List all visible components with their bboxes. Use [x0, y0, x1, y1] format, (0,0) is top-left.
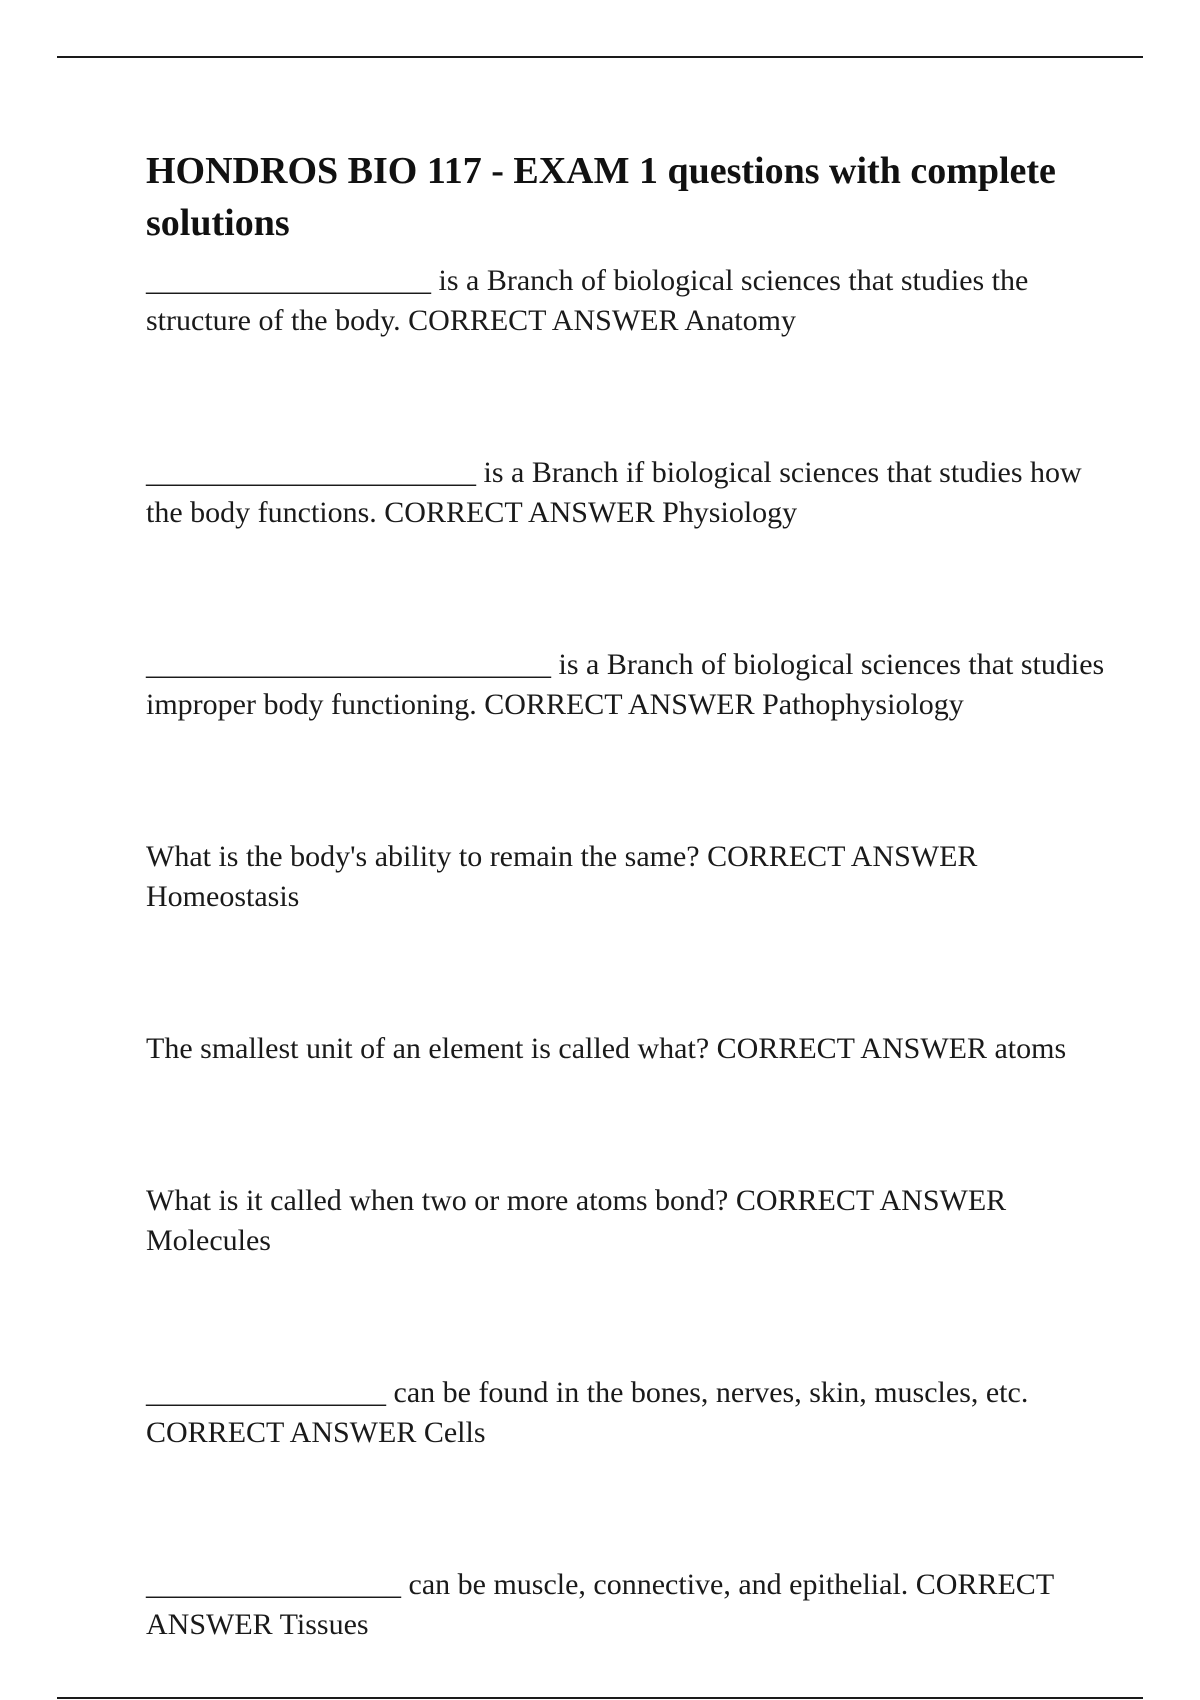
question-item: ___________________ is a Branch of biological sciences that studies the structure of the body. CORRECT ANSWER Anatomy [146, 264, 1036, 337]
question-list [146, 261, 1112, 1645]
bottom-rule [57, 1697, 1143, 1699]
question-item: The smallest unit of an element is called what? CORRECT ANSWER atoms [146, 1032, 1067, 1065]
question-item: ______________________ is a Branch if biological sciences that studies how the body functions. CORRECT ANSWER Physiology [146, 456, 1090, 529]
top-rule [57, 56, 1143, 58]
document-content [146, 145, 1112, 1645]
question-item: What is the body's ability to remain the same? CORRECT ANSWER Homeostasis [146, 840, 985, 913]
question-item: ________________ can be found in the bones, nerves, skin, muscles, etc. CORRECT ANSWER Cells [146, 1376, 1036, 1449]
page-title: HONDROS BIO 117 - EXAM 1 questions with complete solutions [146, 150, 1056, 244]
question-item: _________________ can be muscle, connective, and epithelial. CORRECT ANSWER Tissues [146, 1568, 1060, 1641]
question-item: ___________________________ is a Branch of biological sciences that studies improper body functioning. CORRECT ANSWER Pathophysiology [146, 648, 1112, 721]
question-item: What is it called when two or more atoms bond? CORRECT ANSWER Molecules [146, 1184, 1014, 1257]
